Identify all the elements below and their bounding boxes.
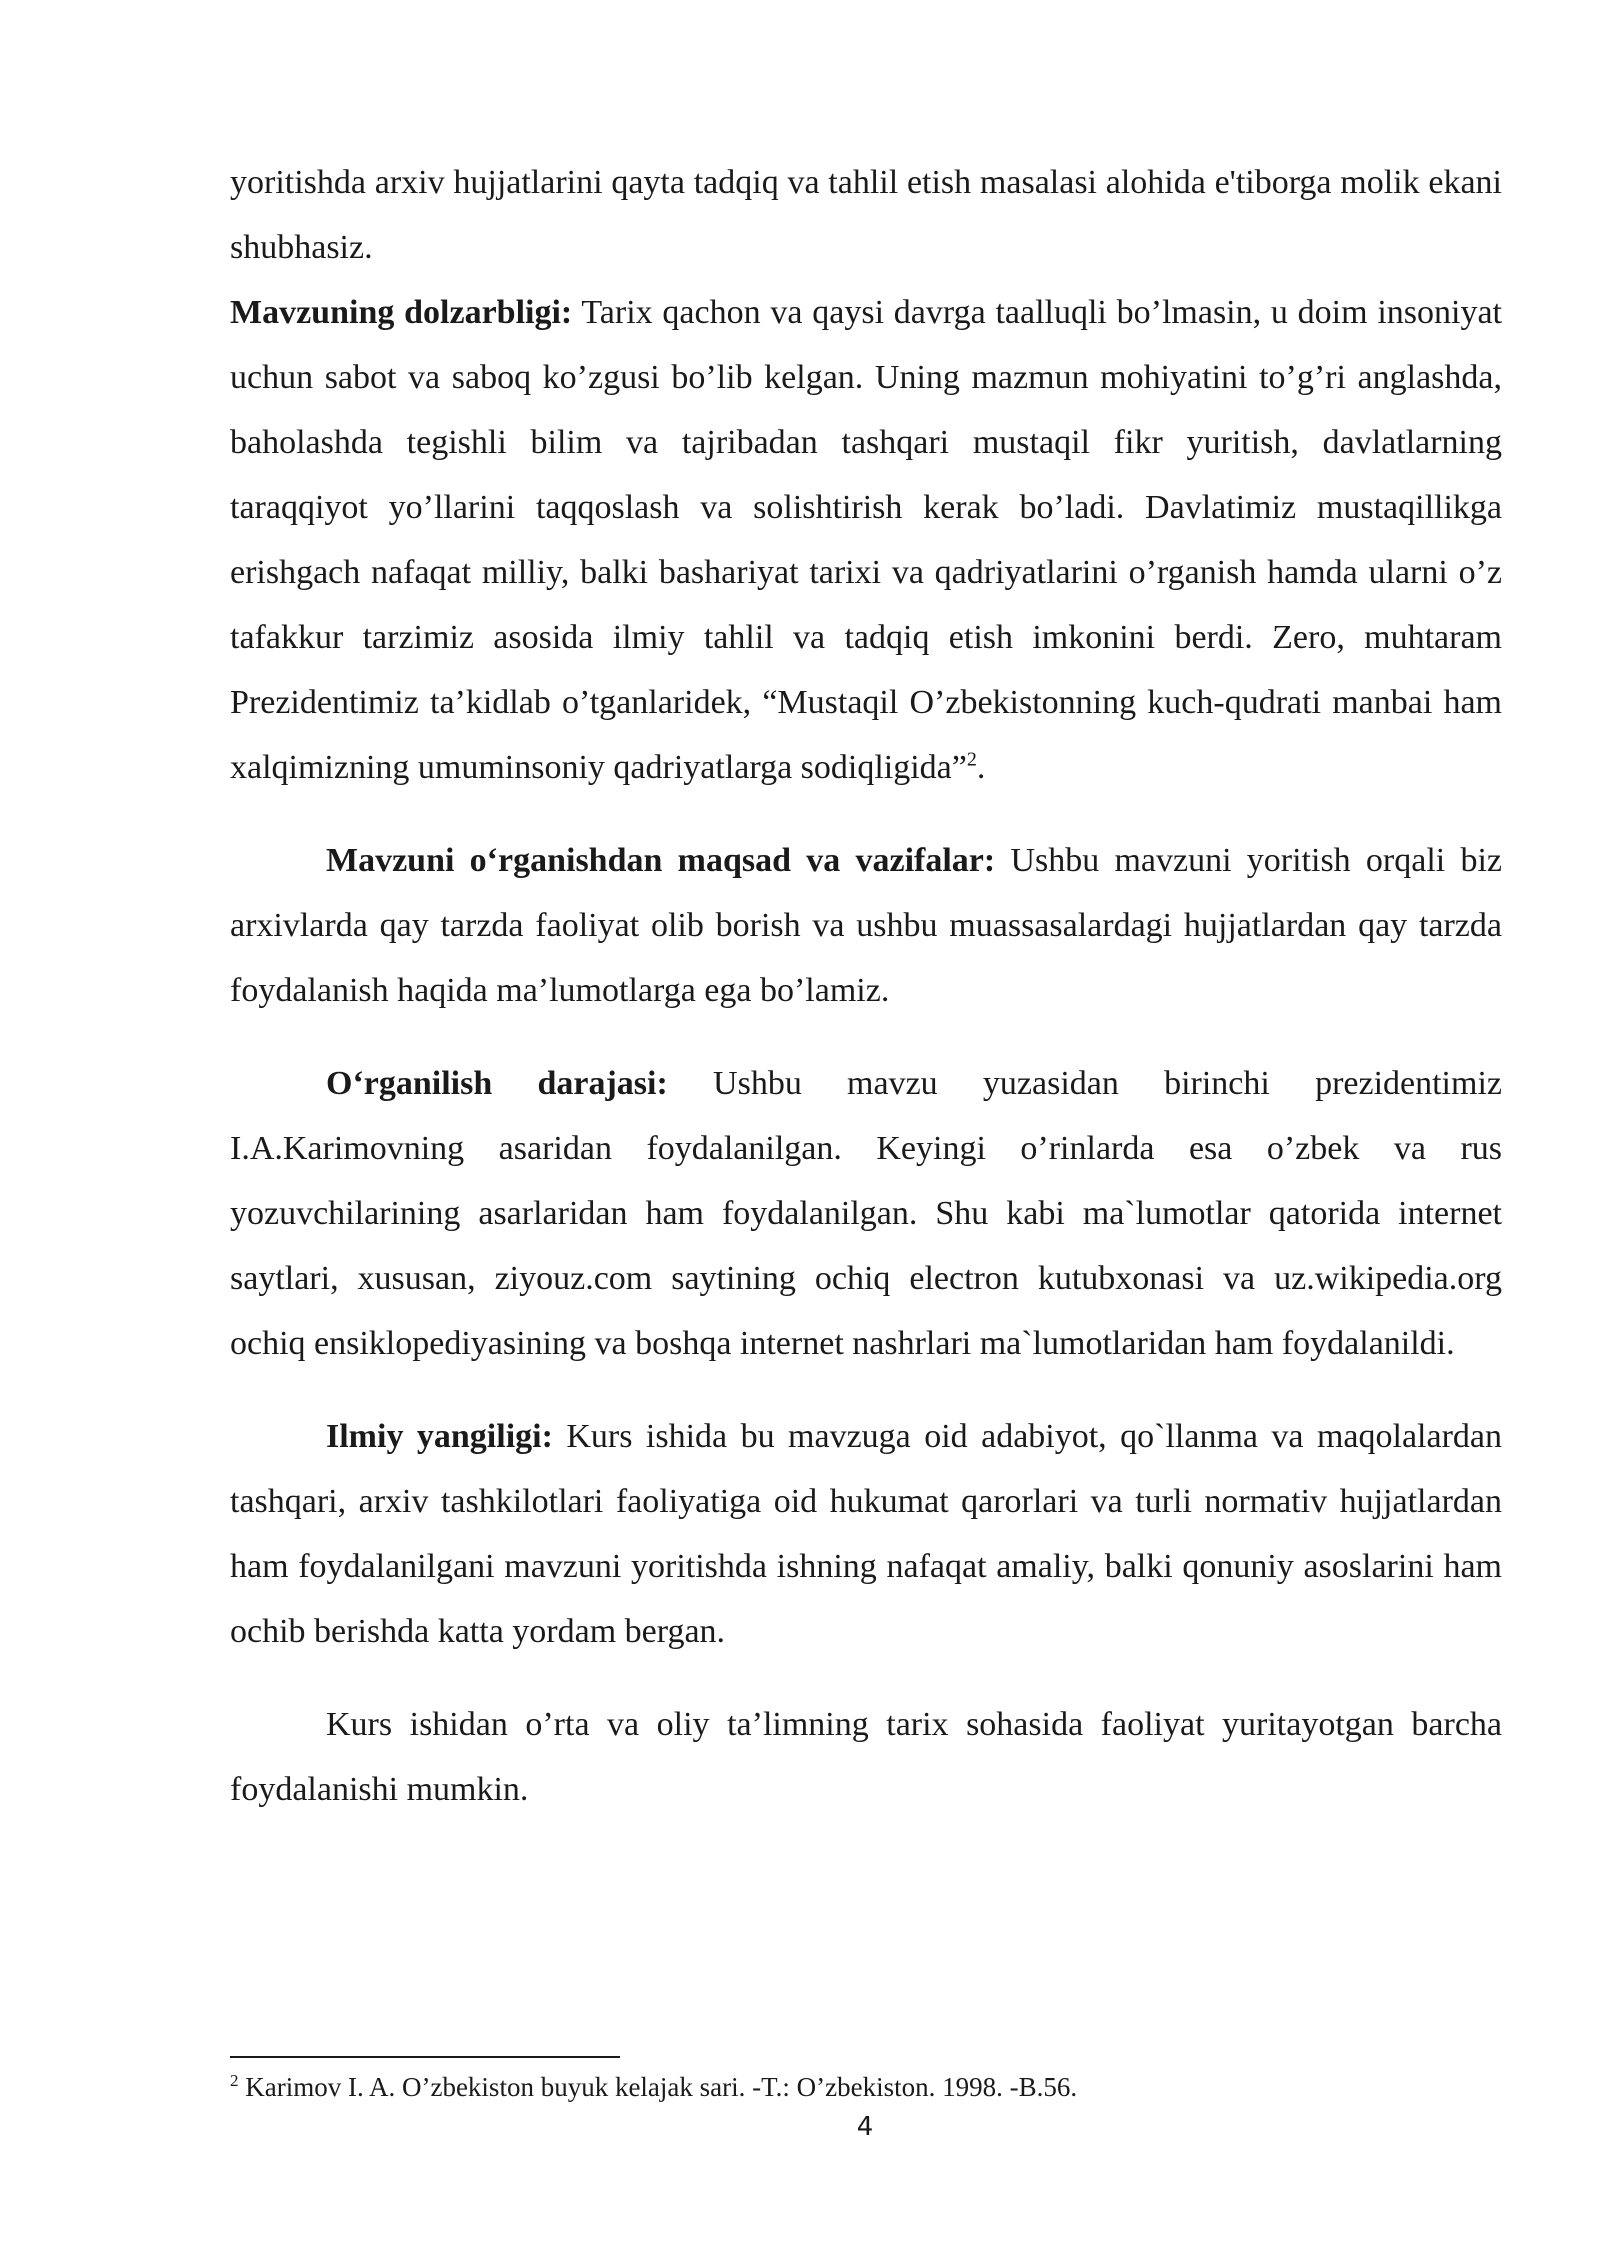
paragraph-relevance (230, 280, 1502, 800)
paragraph-heading: O‘rganilish darajasi: (326, 1065, 668, 1102)
paragraph-study-level (230, 1051, 1502, 1376)
paragraph-text: Tarix qachon va qaysi davrga taalluqli bo’lmasin, u doim insoniyat uchun sabot va saboq ko’zgusi bo’lib kelgan. Uning mazmun mohiyatini to’g’ri anglashda, baholashda tegishli bilim va tajribadan tashqari mustaqil fikr yuritish, davlatlarning taraqqiyot yo’llarini taqqoslash va solishtirish kerak bo’ladi. Davlatimiz mustaqillikga erishgach nafaqat milliy, balki bashariyat tarixi va qadriyatlarini o’rganish hamda ularni o’z tafakkur tarzimiz asosida ilmiy tahlil va tadqiq etish imkonini berdi. Zero, muhtaram Prezidentimiz ta’kidlab o’tganlaridek, “Mustaqil O’zbekistonning kuch-qudrati manbai ham xalqimizning umuminsoniy qadriyatlarga sodiqligida” (230, 294, 1502, 786)
document-page (230, 150, 1502, 1822)
footnote-text: Karimov I. A. O’zbekiston buyuk kelajak sari. -T.: O’zbekiston. 1998. -B.56. (238, 2072, 1078, 2102)
paragraph-intro-continuation (230, 150, 1502, 280)
paragraph-text: Kurs ishidan o’rta va oliy ta’limning tarix sohasida faoliyat yuritayotgan barcha foydalanishi mumkin. (230, 1706, 1502, 1808)
paragraph-text: Ushbu mavzu yuzasidan birinchi prezidentimiz I.A.Karimovning asaridan foydalanilgan. Keyingi o’rinlarda esa o’zbek va rus yozuvchilarining asarlaridan ham foydalanilgan. Shu kabi ma`lumotlar qatorida internet saytlari, xususan, ziyouz.com saytining ochiq electron kutubxonasi va uz.wikipedia.org ochiq ensiklopediyasining va boshqa internet nashrlari ma`lumotlaridan ham foydalanildi. (230, 1065, 1502, 1362)
page-number: 4 (856, 2112, 874, 2142)
paragraph-heading: Mavzuning dolzarbligi: (230, 294, 573, 331)
footnote-divider (230, 2056, 620, 2058)
footnote-number: 2 (230, 2071, 239, 2090)
paragraph-heading: Ilmiy yangiligi: (326, 1418, 553, 1455)
footnote-reference[interactable]: 2 (966, 748, 977, 771)
paragraph-heading: Mavzuni o‘rganishdan maqsad va vazifalar: (326, 842, 996, 879)
paragraph-text: yoritishda arxiv hujjatlarini qayta tadqiq va tahlil etish masalasi alohida e'tiborga molik ekani shubhasiz. (230, 164, 1502, 266)
paragraph-tail: . (976, 749, 986, 786)
paragraph-text: Kurs ishida bu mavzuga oid adabiyot, qo`llanma va maqolalardan tashqari, arxiv tashkilotlari faoliyatiga oid hukumat qarorlari va turli normativ hujjatlardan ham foydalanilgani mavzuni yoritishda ishning nafaqat amaliy, balki qonuniy asoslarini ham ochib berishda katta yordam bergan. (230, 1418, 1502, 1650)
paragraph-goals (230, 828, 1502, 1023)
paragraph-usage (230, 1692, 1502, 1822)
footnote (230, 2070, 1502, 2104)
paragraph-novelty (230, 1404, 1502, 1664)
paragraph-text: Ushbu mavzuni yoritish orqali biz arxivlarda qay tarzda faoliyat olib borish va ushbu muassasalardagi hujjatlardan qay tarzda foydalanish haqida ma’lumotlarga ega bo’lamiz. (230, 842, 1502, 1009)
